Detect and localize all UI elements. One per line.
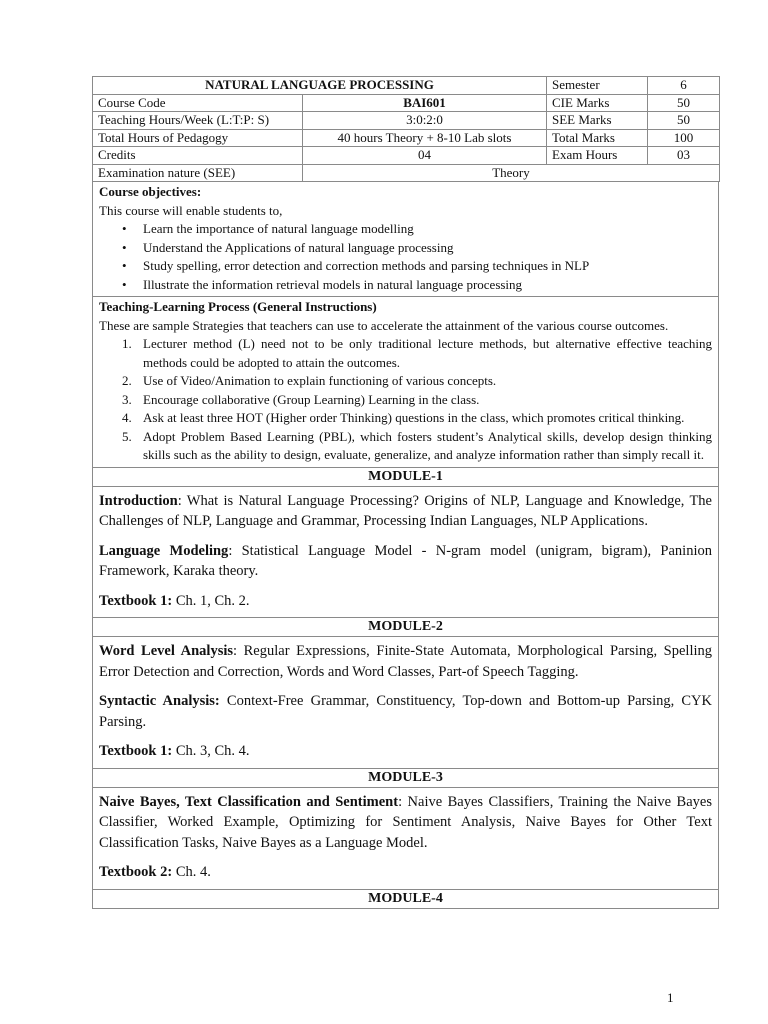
- teaching-heading: Teaching-Learning Process (General Instructions): [99, 299, 377, 314]
- info-label: Credits: [93, 147, 303, 165]
- teaching-list: [99, 335, 712, 465]
- info-label: Total Hours of Pedagogy: [93, 129, 303, 147]
- course-title: NATURAL LANGUAGE PROCESSING: [93, 77, 547, 95]
- item-number: 1.: [122, 336, 132, 351]
- module-paragraph: [99, 491, 712, 532]
- module-3-body: [92, 788, 719, 890]
- teaching-item: [122, 391, 712, 410]
- topic-text: : Regular Expressions, Finite-State Automata, Morphological Parsing, Spelling Error Detection and Correction, Words and Word Classes, Part-of Speech Tagging.: [99, 643, 712, 680]
- syllabus-document: [92, 76, 719, 909]
- item-number: 2.: [122, 373, 132, 388]
- topic-heading: Naive Bayes, Text Classification and Sentiment: [99, 793, 399, 810]
- info-label: Teaching Hours/Week (L:T:P: S): [93, 112, 303, 130]
- textbook-reference: [99, 862, 712, 883]
- textbook-chapters: Ch. 3, Ch. 4.: [172, 743, 250, 759]
- module-2-heading: MODULE-2: [92, 618, 719, 637]
- module-1-heading: MODULE-1: [92, 468, 719, 487]
- teaching-learning-section: [92, 297, 719, 468]
- info-key-value: 50: [648, 112, 720, 130]
- module-paragraph: [99, 541, 712, 582]
- info-key: Total Marks: [547, 129, 648, 147]
- objective-item: • Understand the Applications of natural language processing: [143, 239, 712, 258]
- info-value: 04: [303, 147, 547, 165]
- item-number: 5.: [122, 428, 132, 444]
- info-key-value: 03: [648, 147, 720, 165]
- item-number: 3.: [122, 391, 132, 407]
- module-3-heading: MODULE-3: [92, 769, 719, 788]
- info-value: 40 hours Theory + 8-10 Lab slots: [303, 129, 547, 147]
- exam-nature-row: [93, 164, 720, 182]
- module-paragraph: [99, 641, 712, 682]
- item-text: Encourage collaborative (Group Learning) Learning in the class.: [143, 391, 480, 407]
- topic-heading: Introduction: [99, 492, 178, 509]
- teaching-item: [122, 335, 712, 372]
- objective-item: • Study spelling, error detection and correction methods and parsing techniques in NLP: [143, 257, 712, 276]
- teaching-intro: These are sample Strategies that teachers can use to accelerate the attainment of the various course outcomes.: [99, 317, 669, 333]
- objective-item: • Illustrate the information retrieval models in natural language processing: [143, 276, 712, 295]
- info-value: 3:0:2:0: [303, 112, 547, 130]
- topic-heading: Word Level Analysis: [99, 643, 234, 659]
- exam-nature-value: Theory: [303, 164, 720, 182]
- item-text: Ask at least three HOT (Higher order Thinking) questions in the class, which promotes critical thinking.: [143, 410, 685, 425]
- textbook-reference: [99, 741, 712, 762]
- item-text: Adopt Problem Based Learning (PBL), which fosters student’s Analytical skills, develop design thinking skills such as the ability to design, evaluate, generalize, and analyze information rather than simply recall it.: [143, 428, 712, 462]
- info-value: BAI601: [303, 94, 547, 112]
- semester-value: 6: [648, 77, 720, 95]
- info-label: Course Code: [93, 94, 303, 112]
- info-row: [93, 147, 720, 165]
- info-row: [93, 94, 720, 112]
- item-text: Lecturer method (L) need not to be only traditional lecture methods, but alternative effective teaching methods could be adopted to attain the outcomes.: [143, 336, 712, 370]
- info-row: [93, 112, 720, 130]
- topic-text: : Naive Bayes Classifiers, Training the Naive Bayes Classifier, Worked Example, Optimizing for Sentiment Analysis, Naive Bayes for Other Text Classification Tasks, Naive Bayes as a Language Model.: [99, 793, 712, 851]
- semester-label: Semester: [547, 77, 648, 95]
- course-info-table: [92, 76, 720, 182]
- info-key: Exam Hours: [547, 147, 648, 165]
- topic-heading: Language Modeling: [99, 542, 229, 559]
- item-text: Use of Video/Animation to explain functioning of various concepts.: [143, 373, 497, 388]
- title-row: [93, 77, 720, 95]
- module-1-body: [92, 487, 719, 619]
- module-paragraph: [99, 691, 712, 732]
- objective-item: • Learn the importance of natural language modelling: [143, 220, 712, 239]
- page-number: 1: [667, 990, 674, 1005]
- textbook-label: Textbook 1:: [99, 743, 173, 759]
- info-key-value: 50: [648, 94, 720, 112]
- module-4-heading: MODULE-4: [92, 890, 719, 909]
- course-objectives-section: [92, 182, 719, 297]
- textbook-label: Textbook 2:: [99, 864, 173, 880]
- topic-text: Context-Free Grammar, Constituency, Top-down and Bottom-up Parsing, CYK Parsing.: [99, 693, 713, 730]
- textbook-chapters: Ch. 4.: [172, 864, 211, 880]
- teaching-item: [122, 428, 712, 465]
- topic-text: : Statistical Language Model - N-gram model (unigram, bigram), Paninion Framework, Karaka theory.: [99, 542, 712, 579]
- module-paragraph: [99, 792, 712, 854]
- info-key-value: 100: [648, 129, 720, 147]
- info-row: [93, 129, 720, 147]
- topic-text: : What is Natural Language Processing? Origins of NLP, Language and Knowledge, The Challenges of NLP, Language and Grammar, Processing Indian Languages, NLP Applications.: [99, 492, 712, 529]
- objectives-heading: Course objectives:: [99, 184, 202, 199]
- item-number: 4.: [122, 410, 132, 425]
- textbook-reference: [99, 591, 712, 612]
- topic-heading: Syntactic Analysis:: [99, 693, 220, 709]
- teaching-item: [122, 372, 712, 391]
- teaching-item: [122, 409, 712, 428]
- objectives-intro: This course will enable students to,: [99, 202, 283, 218]
- info-key: CIE Marks: [547, 94, 648, 112]
- info-key: SEE Marks: [547, 112, 648, 130]
- exam-nature-label: Examination nature (SEE): [93, 164, 303, 182]
- objectives-list: [99, 220, 712, 294]
- textbook-label: Textbook 1:: [99, 592, 173, 609]
- module-2-body: [92, 637, 719, 769]
- textbook-chapters: Ch. 1, Ch. 2.: [172, 592, 250, 609]
